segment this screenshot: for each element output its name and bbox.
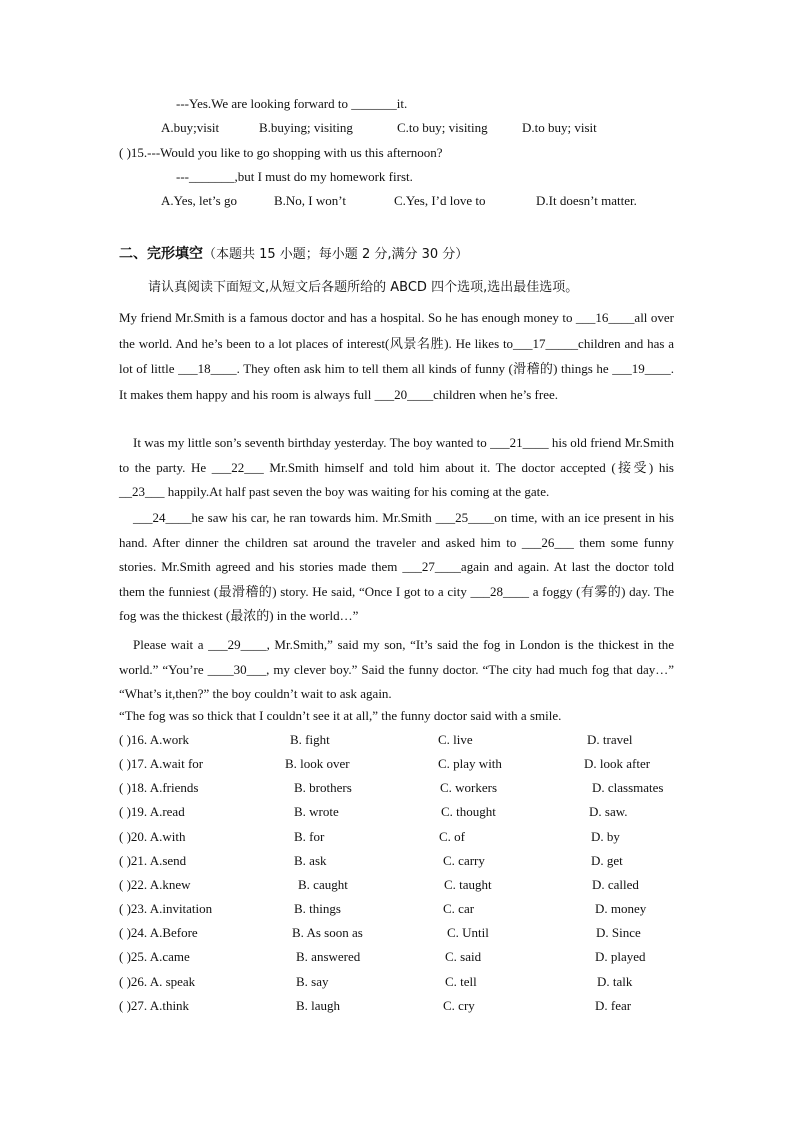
question-number-a: ( )24. A.Before [119,925,198,940]
question-number-a: ( )23. A.invitation [119,901,213,916]
section-title: 二、完形填空 [119,246,203,262]
question-option-d: D. fear [595,998,632,1013]
q15-answer-line: ---_______,but I must do my homework first. [176,169,413,184]
q14-option-a: A.buy;visit [161,120,220,135]
question-option-b: B. look over [285,756,350,771]
question-option-b: B. things [294,901,341,916]
question-option-c: C. car [443,901,475,916]
question-number-a: ( )18. A.friends [119,780,199,795]
question-option-b: B. say [296,974,329,989]
question-number-a: ( )27. A.think [119,998,190,1013]
question-option-d: D. get [591,853,623,868]
question-option-b: B. answered [296,949,361,964]
question-option-c: C. said [445,949,482,964]
q14-answer-line: ---Yes.We are looking forward to _______it. [176,96,408,111]
section-instruction: 请认真阅读下面短文,从短文后各题所给的 ABCD 四个选项,选出最佳选项。 [148,280,579,295]
q15-option-d: D.It doesn’t matter. [536,193,637,208]
question-option-c: C. live [438,732,473,747]
question-number-a: ( )19. A.read [119,804,185,819]
question-number-a: ( )26. A. speak [119,974,196,989]
passage-paragraph-2: It was my little son’s seventh birthday yesterday. The boy wanted to ___21____ his old friend Mr.Smith to the party. He ___22___ Mr.Smith himself and told him about it. The doctor accepted (接受) his __23___ happily.At half past seven the boy was waiting for his coming at the gate. [119,435,674,500]
question-option-c: C. workers [440,780,498,795]
section-subtitle: （本题共 15 小题；每小题 2 分,满分 30 分） [203,247,469,262]
question-option-c: C. taught [444,877,492,892]
question-number-a: ( )20. A.with [119,829,186,844]
question-option-d: D. by [591,829,620,844]
q14-option-d: D.to buy; visit [522,120,597,135]
passage-paragraph-1: My friend Mr.Smith is a famous doctor and has a hospital. So he has enough money to ___16____all over the world. And he’s been to a lot places of interest(风景名胜). He likes to___17_____children and has a lot of little ___18____. They often ask him to tell them all kinds of funny (滑稽的) things he ___19____. It makes them happy and his room is always full ___20____children when he’s free. [119,310,674,402]
question-option-c: C. Until [447,925,489,940]
passage-paragraph-3: ___24____he saw his car, he ran towards him. Mr.Smith ___25____on time, with an ice present in his hand. After dinner the children sat around the traveler and asked him to ___26___ them some funny stories. Mr.Smith agreed and his stories made them ___27____again and again. At last the doctor told them the funniest (最滑稽的) story. He said, “Once I got to a city ___28____ a foggy (有雾的) day. The fog was the thickest (最浓的) in the world…” [119,510,674,624]
question-option-d: D. talk [597,974,633,989]
question-option-b: B. caught [298,877,348,892]
question-option-c: C. carry [443,853,485,868]
question-number-a: ( )25. A.came [119,949,190,964]
question-option-d: D. called [592,877,639,892]
q15-question: ( )15.---Would you like to go shopping with us this afternoon? [119,145,443,160]
passage-paragraph-5: “The fog was so thick that I couldn’t see it at all,” the funny doctor said with a smile. [119,708,562,723]
question-option-b: B. As soon as [292,925,363,940]
question-option-d: D. played [595,949,646,964]
question-option-d: D. Since [596,925,641,940]
question-option-b: B. for [294,829,325,844]
question-option-c: C. of [439,829,465,844]
question-number-a: ( )16. A.work [119,732,190,747]
question-number-a: ( )22. A.knew [119,877,191,892]
question-option-d: D. saw. [589,804,628,819]
question-option-c: C. thought [441,804,496,819]
question-option-b: B. fight [290,732,330,747]
question-option-b: B. ask [294,853,327,868]
question-option-b: B. laugh [296,998,341,1013]
q14-option-b: B.buying; visiting [259,120,353,135]
passage-paragraph-4: Please wait a ___29____, Mr.Smith,” said my son, “It’s said the fog in London is the thickest in the world.” “You’re ____30___, my clever boy.” Said the funny doctor. “The city had much fog that day…” “What’s it,then?” the boy couldn’t wait to ask again. [119,637,674,702]
q15-option-b: B.No, I won’t [274,193,346,208]
section-heading [119,246,468,263]
question-option-d: D. classmates [592,780,664,795]
question-option-d: D. money [595,901,647,916]
question-option-c: C. play with [438,756,502,771]
question-option-c: C. tell [445,974,477,989]
question-option-c: C. cry [443,998,475,1013]
question-number-a: ( )17. A.wait for [119,756,204,771]
q14-option-c: C.to buy; visiting [397,120,488,135]
question-option-d: D. travel [587,732,633,747]
q15-option-a: A.Yes, let’s go [161,193,237,208]
question-option-b: B. brothers [294,780,352,795]
question-option-d: D. look after [584,756,651,771]
question-number-a: ( )21. A.send [119,853,187,868]
q15-option-c: C.Yes, I’d love to [394,193,486,208]
question-option-b: B. wrote [294,804,339,819]
